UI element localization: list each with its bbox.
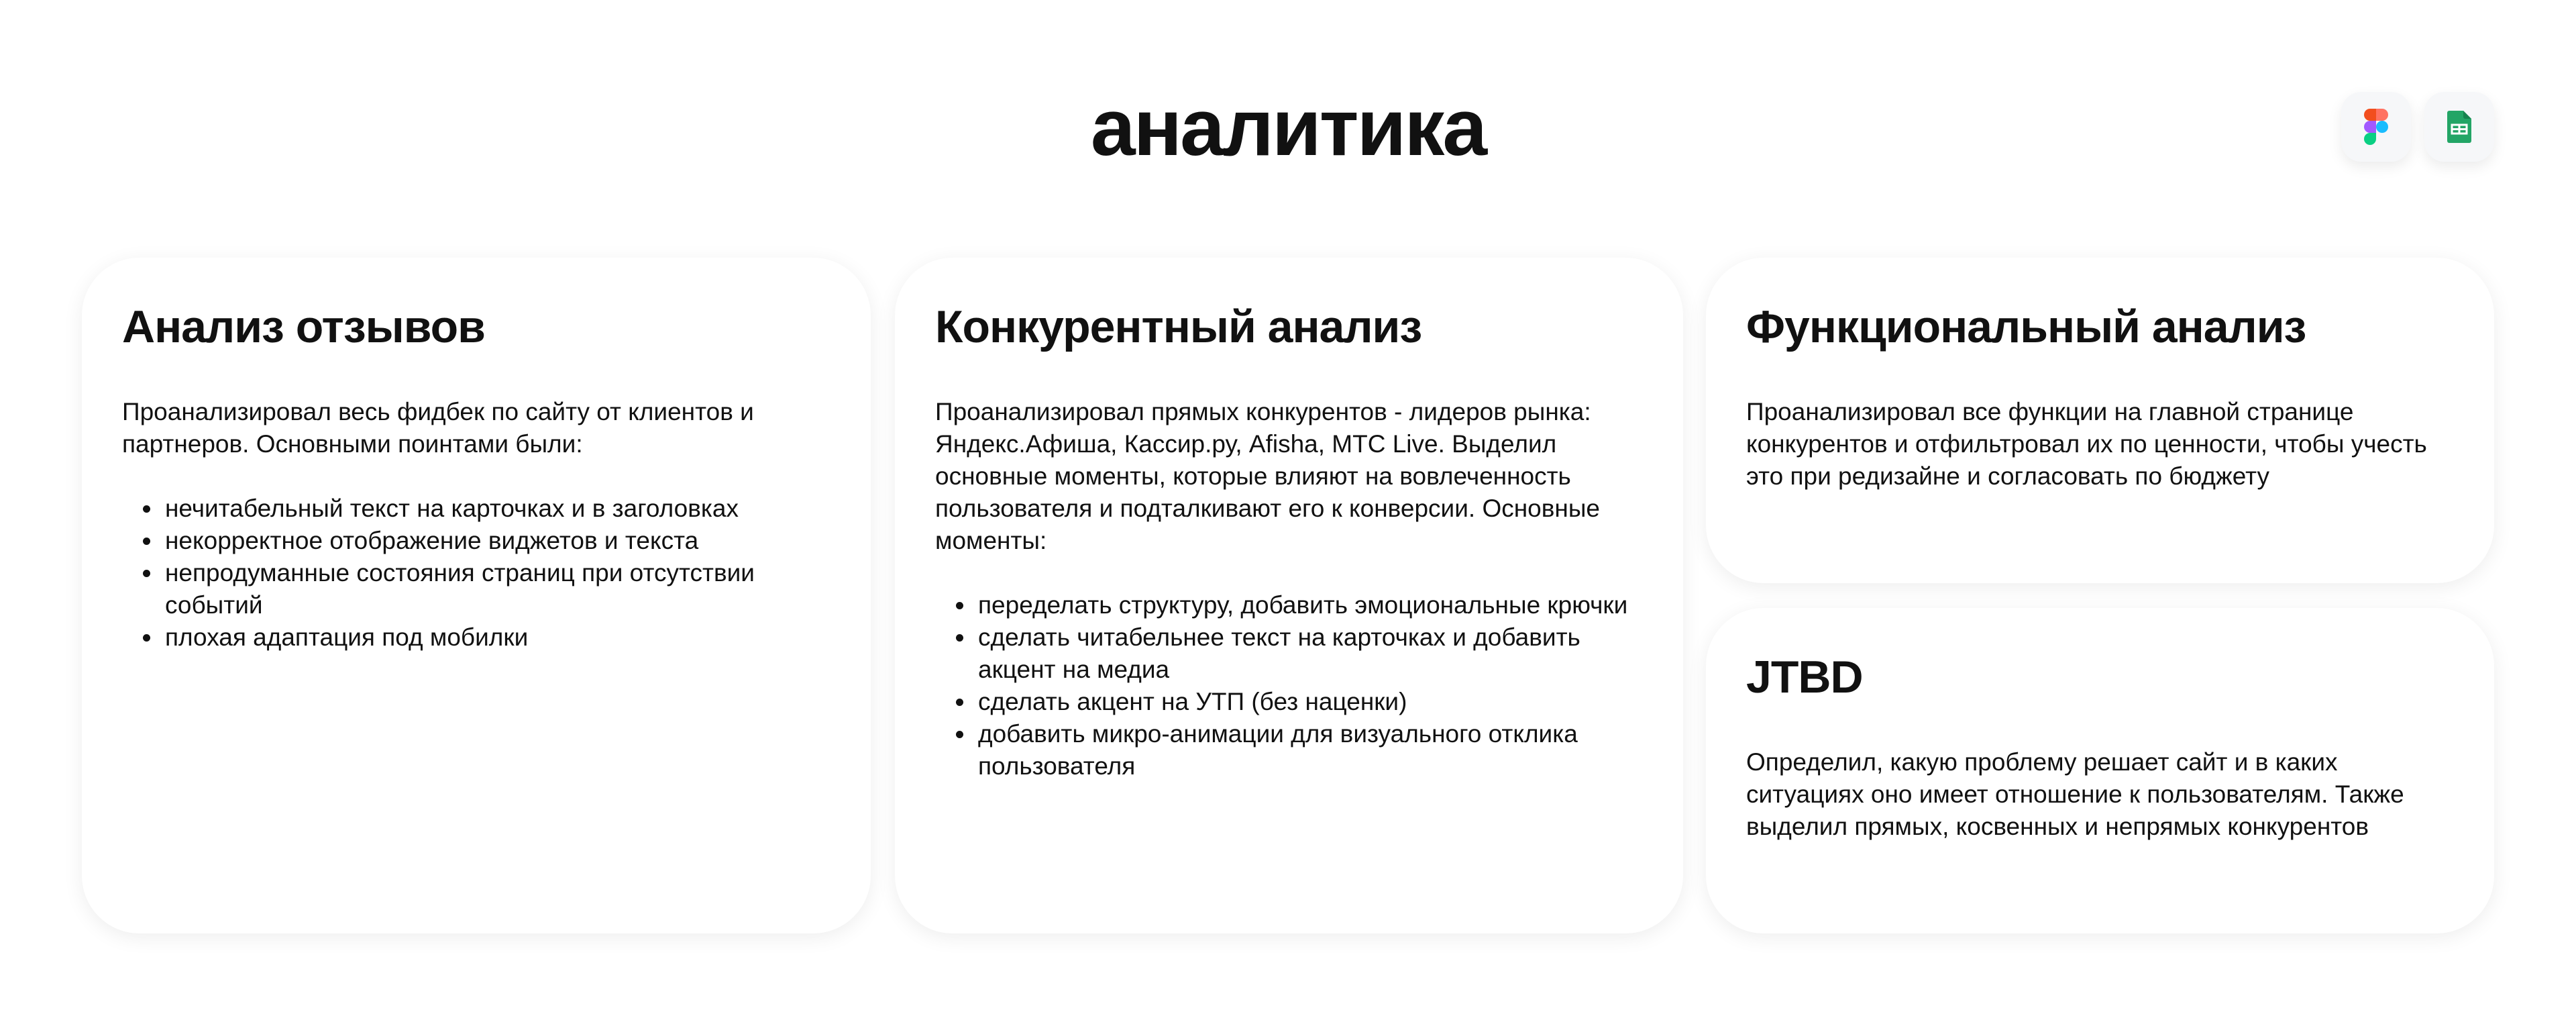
bullet-item: • сделать акцент на УТП (без наценки): [975, 686, 1646, 718]
google-sheets-icon: [2447, 111, 2471, 143]
figma-button[interactable]: [2341, 92, 2411, 162]
card-bullets: [122, 493, 833, 654]
card-jtbd: [1706, 608, 2494, 933]
bullet-item: • плохая адаптация под мобилки: [162, 621, 833, 654]
card-bullets: [935, 589, 1646, 782]
bullet-item: • переделать структуру, добавить эмоциональные крючки: [975, 589, 1646, 621]
card-text: Проанализировал весь фидбек по сайту от клиентов и партнеров. Основными поинтами были:: [122, 398, 754, 458]
bullet-item: • непродуманные состояния страниц при отсутствии событий: [162, 557, 833, 621]
page-title: аналитика: [1090, 83, 1486, 172]
card-title: Анализ отзывов: [122, 301, 485, 352]
card-text: Определил, какую проблему решает сайт и в каких ситуациях оно имеет отношение к пользователям. Также выделил прямых, косвенных и непрямых конкурентов: [1746, 748, 2404, 840]
figma-icon: [2364, 109, 2388, 145]
bullet-item: • некорректное отображение виджетов и текста: [162, 525, 833, 557]
bullet-item: • сделать читабельнее текст на карточках и добавить акцент на медиа: [975, 621, 1646, 686]
card-text: Проанализировал прямых конкурентов - лидеров рынка: Яндекс.Афиша, Кассир.ру, Afisha, МТС Live. Выделил основные моменты, которые влияют на вовлеченность пользователя и подталкивают его к конверсии. Основные моменты:: [935, 398, 1600, 554]
card-title: JTBD: [1746, 652, 1863, 703]
card-functional-analysis: [1706, 258, 2494, 583]
card-text: Проанализировал все функции на главной странице конкурентов и отфильтровал их по ценности, чтобы учесть это при редизайне и согласовать по бюджету: [1746, 398, 2427, 490]
bullet-item: • добавить микро-анимации для визуального отклика пользователя: [975, 718, 1646, 782]
google-sheets-button[interactable]: [2424, 92, 2494, 162]
bullet-item: • нечитабельный текст на карточках и в заголовках: [162, 493, 833, 525]
card-title: Конкурентный анализ: [935, 301, 1422, 352]
card-competitor-analysis: [895, 258, 1683, 933]
card-title: Функциональный анализ: [1746, 301, 2306, 352]
card-review-analysis: [82, 258, 871, 933]
